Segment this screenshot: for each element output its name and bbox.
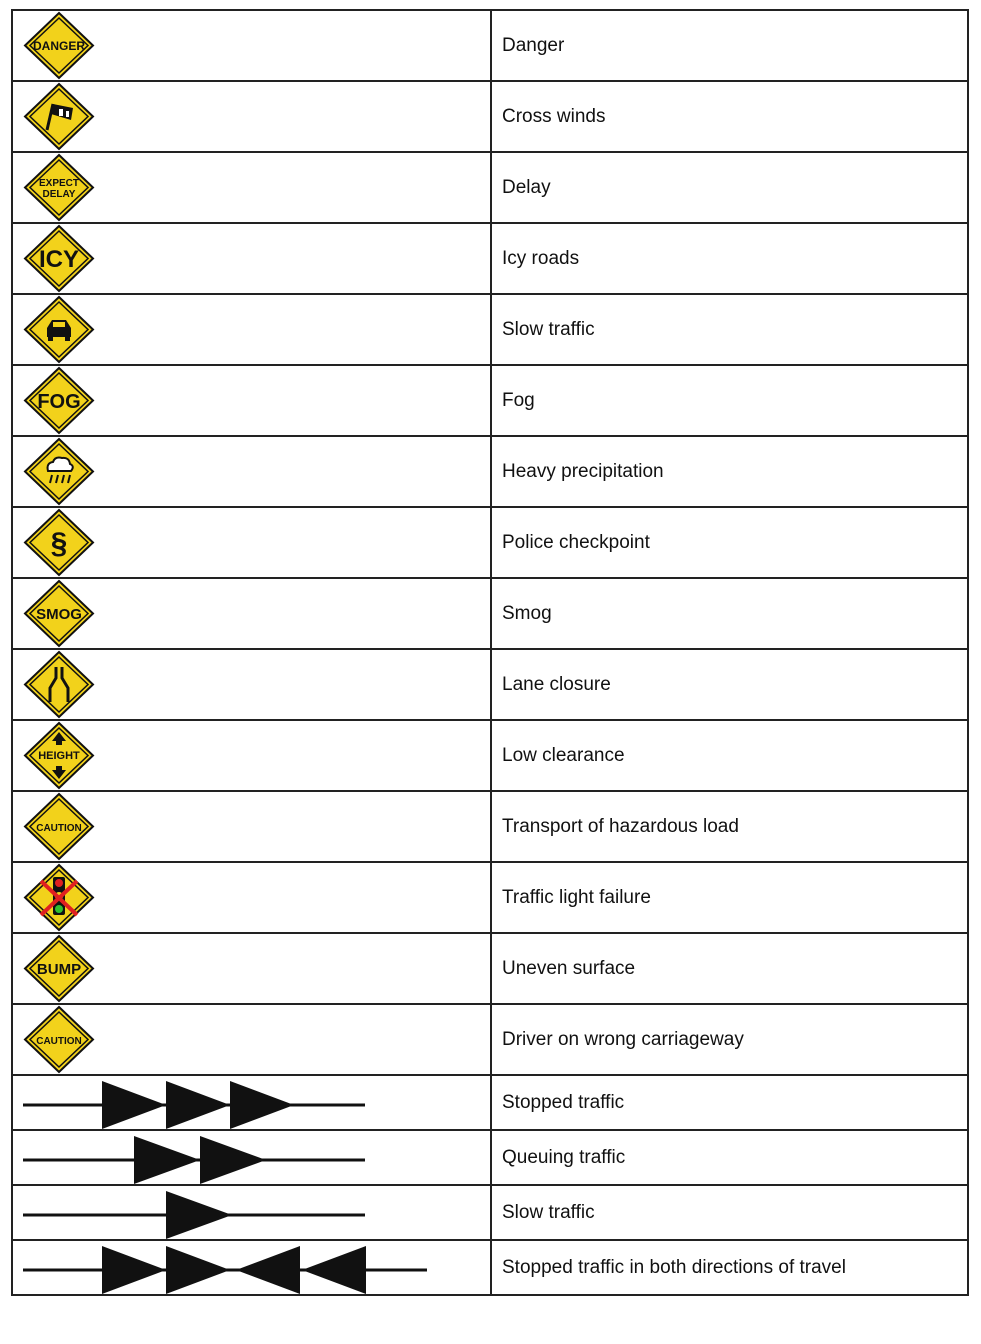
sign-text: CAUTION [36, 823, 82, 834]
legend-row-slow-traffic-flow [12, 1185, 968, 1240]
icon-cell [12, 933, 491, 1004]
legend-row-hazardous-load [12, 791, 968, 862]
icon-cell [12, 1130, 491, 1185]
icon-cell [12, 1240, 491, 1295]
legend-row-stopped-traffic-both-directions [12, 1240, 968, 1295]
expect-delay-sign-icon [13, 153, 113, 222]
label-cell: Queuing traffic [491, 1130, 968, 1185]
legend-row-fog [12, 365, 968, 436]
icy-sign-icon [13, 224, 113, 293]
sign-text-line2: DELAY [42, 189, 76, 200]
police-checkpoint-sign-icon [13, 508, 113, 577]
icon-cell [12, 10, 491, 81]
legend-row-police-checkpoint [12, 507, 968, 578]
label-cell: Low clearance [491, 720, 968, 791]
sign-text: FOG [37, 391, 81, 413]
traffic-sign-legend-table [11, 9, 969, 1296]
legend-row-cross-winds [12, 81, 968, 152]
sign-text: § [50, 527, 68, 560]
icon-cell [12, 720, 491, 791]
label-cell: Stopped traffic in both directions of travel [491, 1240, 968, 1295]
label-cell: Danger [491, 10, 968, 81]
sign-text: ICY [38, 246, 80, 273]
caution-sign-icon [13, 1005, 113, 1074]
sign-text-line1: EXPECT [38, 178, 80, 189]
label-cell: Slow traffic [491, 294, 968, 365]
icon-cell [12, 1075, 491, 1130]
two-arrows-flow-icon [13, 1131, 490, 1184]
icon-cell [12, 436, 491, 507]
sign-text: BUMP [36, 961, 82, 978]
legend-row-delay [12, 152, 968, 223]
legend-row-danger [12, 10, 968, 81]
icon-cell [12, 365, 491, 436]
label-cell: Lane closure [491, 649, 968, 720]
fog-sign-icon [13, 366, 113, 435]
label-cell: Fog [491, 365, 968, 436]
label-cell: Icy roads [491, 223, 968, 294]
legend-row-icy-roads [12, 223, 968, 294]
legend-row-uneven-surface [12, 933, 968, 1004]
legend-row-wrong-carriageway [12, 1004, 968, 1075]
traffic-light-failure-sign-icon [13, 863, 113, 932]
sign-text: HEIGHT [38, 750, 80, 762]
label-cell: Delay [491, 152, 968, 223]
legend-row-low-clearance [12, 720, 968, 791]
bidirectional-arrows-flow-icon [13, 1241, 490, 1294]
label-cell: Traffic light failure [491, 862, 968, 933]
height-sign-icon [13, 721, 113, 790]
icon-cell [12, 862, 491, 933]
icon-cell [12, 1004, 491, 1075]
precipitation-sign-icon [13, 437, 113, 506]
lane-closure-sign-icon [13, 650, 113, 719]
label-cell: Police checkpoint [491, 507, 968, 578]
label-cell: Stopped traffic [491, 1075, 968, 1130]
label-cell: Smog [491, 578, 968, 649]
car-sign-icon [13, 295, 113, 364]
bump-sign-icon [13, 934, 113, 1003]
legend-row-slow-traffic-sign [12, 294, 968, 365]
label-cell: Uneven surface [491, 933, 968, 1004]
icon-cell [12, 81, 491, 152]
sign-text: DANGER [32, 39, 86, 53]
one-arrow-flow-icon [13, 1186, 490, 1239]
icon-cell [12, 507, 491, 578]
legend-row-traffic-light-failure [12, 862, 968, 933]
label-cell: Transport of hazardous load [491, 791, 968, 862]
legend-row-queuing-traffic [12, 1130, 968, 1185]
icon-cell [12, 294, 491, 365]
label-cell: Cross winds [491, 81, 968, 152]
smog-sign-icon [13, 579, 113, 648]
icon-cell [12, 791, 491, 862]
icon-cell [12, 1185, 491, 1240]
icon-cell [12, 152, 491, 223]
legend-row-smog [12, 578, 968, 649]
label-cell: Slow traffic [491, 1185, 968, 1240]
icon-cell [12, 649, 491, 720]
icon-cell [12, 223, 491, 294]
cross-winds-sign-icon [13, 82, 113, 151]
sign-text: CAUTION [36, 1036, 82, 1047]
sign-text: SMOG [36, 606, 82, 623]
legend-row-lane-closure [12, 649, 968, 720]
legend-row-heavy-precipitation [12, 436, 968, 507]
three-arrows-flow-icon [13, 1076, 490, 1129]
legend-row-stopped-traffic [12, 1075, 968, 1130]
danger-sign-icon [13, 11, 113, 80]
icon-cell [12, 578, 491, 649]
label-cell: Heavy precipitation [491, 436, 968, 507]
caution-sign-icon [13, 792, 113, 861]
label-cell: Driver on wrong carriageway [491, 1004, 968, 1075]
